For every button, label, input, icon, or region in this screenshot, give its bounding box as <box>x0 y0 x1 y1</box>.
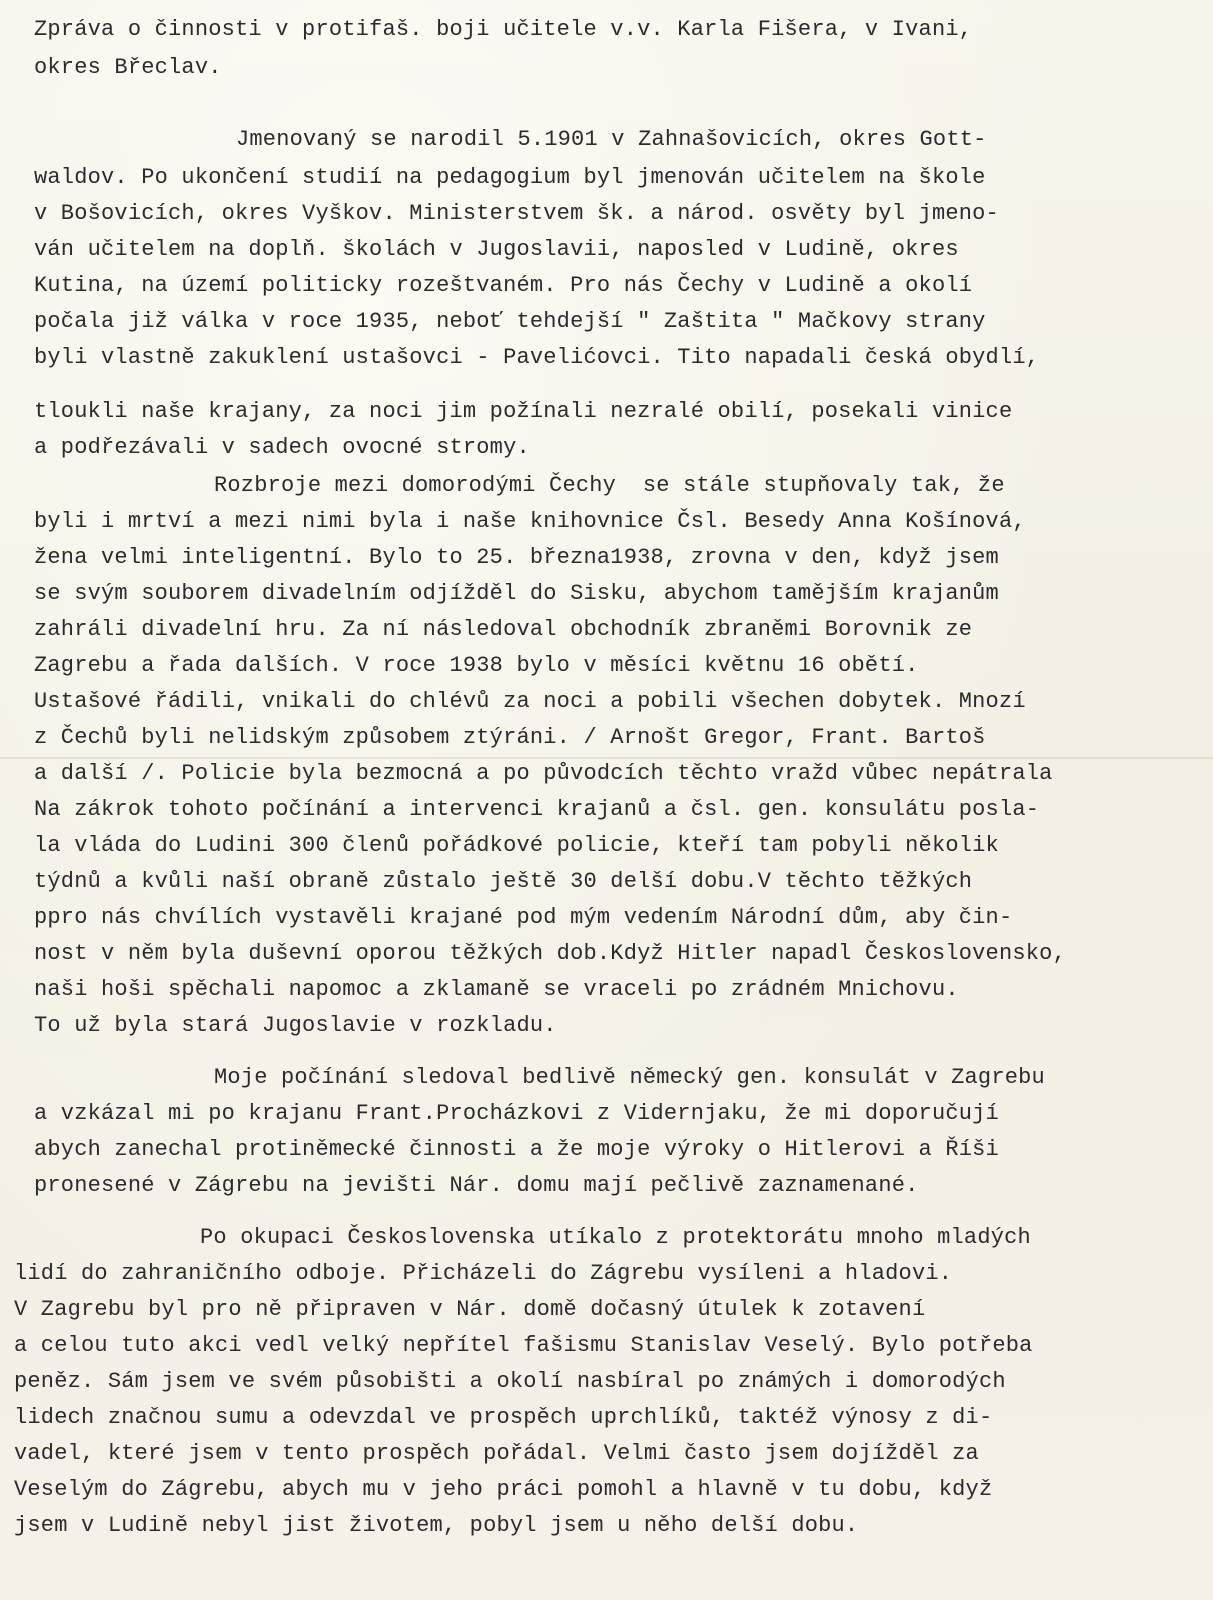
body-line-30: Po okupaci Československa utíkalo z protektorátu mnoho mladých <box>200 1225 1031 1250</box>
body-line-22: ppro nás chvílích vystavěli krajané pod mým vedením Národní dům, aby čin- <box>34 905 1013 930</box>
body-line-36: vadel, které jsem v tento prospěch pořádal. Velmi často jsem dojížděl za <box>14 1441 979 1466</box>
body-line-24: naši hoši spěchali napomoc a zklamaně se vraceli po zrádném Mnichovu. <box>34 977 959 1002</box>
body-line-29: pronesené v Zágrebu na jevišti Nár. domu mají pečlivě zaznamenané. <box>34 1173 919 1198</box>
body-line-21: týdnů a kvůli naší obraně zůstalo ještě 30 delší dobu.V těchto těžkých <box>34 869 973 894</box>
body-line-13: se svým souborem divadelním odjížděl do Sisku, abychom tamějším krajanům <box>34 581 999 606</box>
body-line-28: abych zanechal protiněmecké činnosti a že moje výroky o Hitlerovi a Říši <box>34 1137 999 1162</box>
body-line-3: v Bošovicích, okres Vyškov. Ministerstvem šk. a národ. osvěty byl jmeno- <box>34 201 999 226</box>
body-line-11: byli i mrtví a mezi nimi byla i naše knihovnice Čsl. Besedy Anna Košínová, <box>34 509 1026 534</box>
body-line-15: Zagrebu a řada dalších. V roce 1938 bylo v měsíci květnu 16 obětí. <box>34 653 919 678</box>
body-line-33: a celou tuto akci vedl velký nepřítel fašismu Stanislav Veselý. Bylo potřeba <box>14 1333 1033 1358</box>
body-line-10: Rozbroje mezi domorodými Čechy se stále stupňovaly tak, že <box>214 473 1005 498</box>
body-line-18: a další /. Policie byla bezmocná a po původcích těchto vražd vůbec nepátrala <box>34 761 1053 786</box>
body-line-23: nost v něm byla duševní oporou těžkých dob.Když Hitler napadl Československo, <box>34 941 1066 966</box>
body-line-38: jsem v Ludině nebyl jist životem, pobyl jsem u něho delší dobu. <box>14 1513 859 1538</box>
body-line-12: žena velmi inteligentní. Bylo to 25. března1938, zrovna v den, když jsem <box>34 545 999 570</box>
body-line-31: lidí do zahraničního odboje. Přicházeli do Zágrebu vysíleni a hladovi. <box>14 1261 953 1286</box>
body-line-14: zahráli divadelní hru. Za ní následoval obchodník zbraněmi Borovnik ze <box>34 617 973 642</box>
body-line-26: Moje počínání sledoval bedlivě německý gen. konsulát v Zagrebu <box>214 1065 1045 1090</box>
body-line-27: a vzkázal mi po krajanu Frant.Procházkovi z Vidernjaku, že mi doporučují <box>34 1101 999 1126</box>
body-line-4: ván učitelem na doplň. školách v Jugoslavii, naposled v Ludině, okres <box>34 237 959 262</box>
body-line-5: Kutina, na území politicky rozeštvaném. Pro nás Čechy v Ludině a okolí <box>34 273 973 298</box>
body-line-9: a podřezávali v sadech ovocné stromy. <box>34 435 530 460</box>
body-line-34: peněz. Sám jsem ve svém působišti a okolí nasbíral po známých i domorodých <box>14 1369 1006 1394</box>
body-line-37: Veselým do Zágrebu, abych mu v jeho práci pomohl a hlavně v tu dobu, když <box>14 1477 993 1502</box>
body-line-25: To už byla stará Jugoslavie v rozkladu. <box>34 1013 557 1038</box>
paper-fold-line <box>0 757 1213 759</box>
body-line-8: tloukli naše krajany, za noci jim požínali nezralé obilí, posekali vinice <box>34 399 1013 424</box>
body-line-20: la vláda do Ludini 300 členů pořádkové policie, kteří tam pobyli několik <box>34 833 999 858</box>
body-line-6: počala již válka v roce 1935, neboť tehdejší " Zaštita " Mačkovy strany <box>34 309 986 334</box>
title-line-2: okres Břeclav. <box>34 55 222 80</box>
body-line-17: z Čechů byli nelidským způsobem ztýráni. / Arnošt Gregor, Frant. Bartoš <box>34 725 986 750</box>
body-line-19: Na zákrok tohoto počínání a intervenci krajanů a čsl. gen. konsulátu posla- <box>34 797 1040 822</box>
body-line-32: V Zagrebu byl pro ně připraven v Nár. domě dočasný útulek k zotavení <box>14 1297 926 1322</box>
body-line-16: Ustašové řádili, vnikali do chlévů za noci a pobili všechen dobytek. Mnozí <box>34 689 1026 714</box>
body-line-7: byli vlastně zakuklení ustašovci - Pavelićovci. Tito napadali česká obydlí, <box>34 345 1040 370</box>
title-line-1: Zpráva o činnosti v protifaš. boji učitele v.v. Karla Fišera, v Ivani, <box>34 17 973 42</box>
body-line-2: waldov. Po ukončení studií na pedagogium byl jmenován učitelem na škole <box>34 165 986 190</box>
body-line-35: lidech značnou sumu a odevzdal ve prospěch uprchlíků, taktéž výnosy z di- <box>14 1405 993 1430</box>
body-line-1: Jmenovaný se narodil 5.1901 v Zahnašovicích, okres Gott- <box>236 127 987 152</box>
